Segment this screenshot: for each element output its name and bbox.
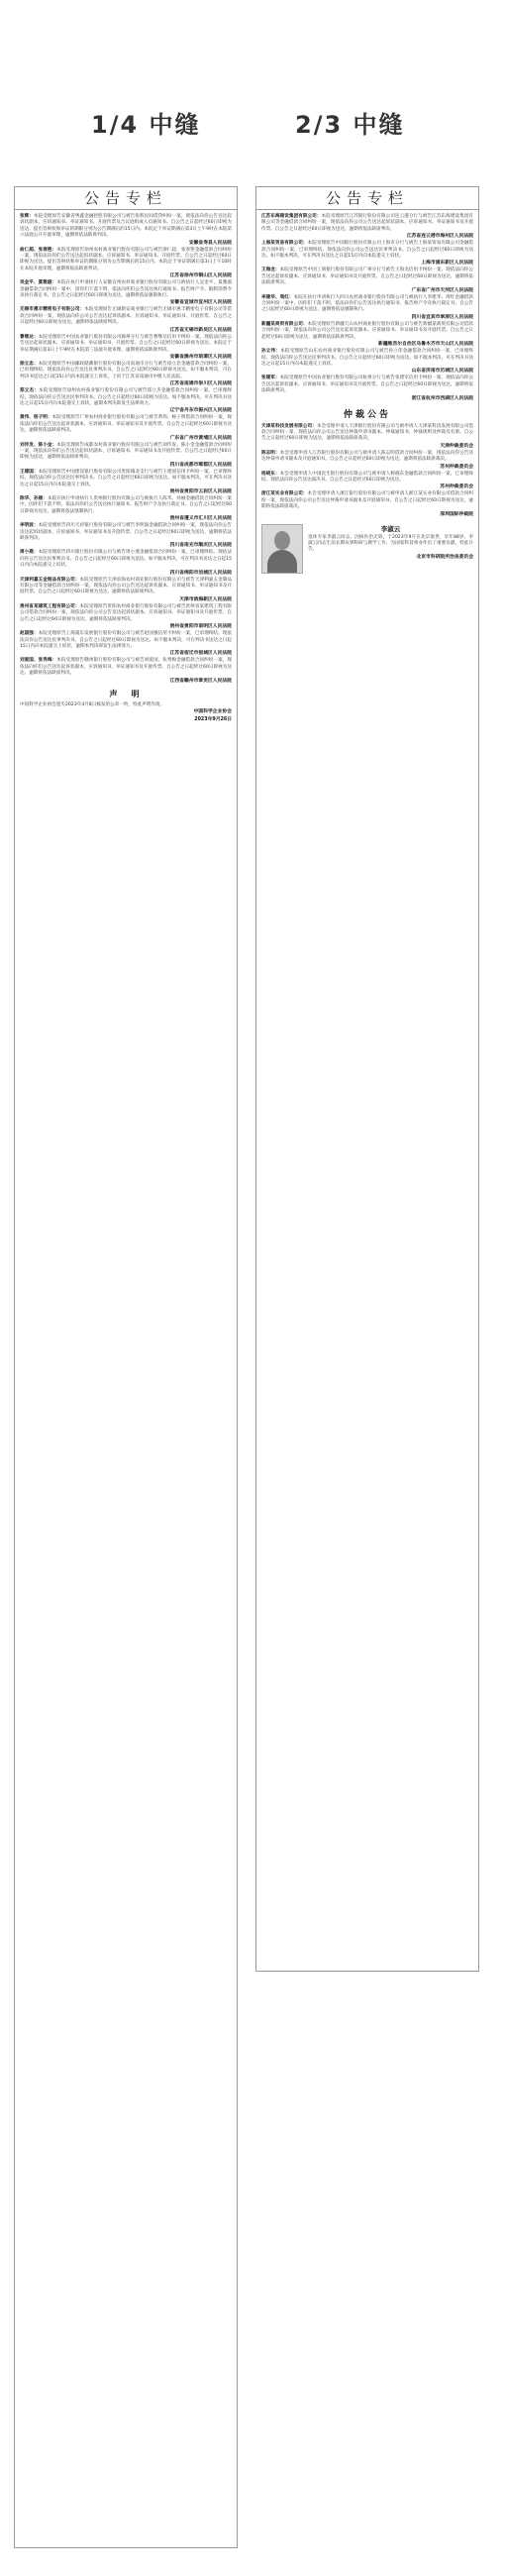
- notice-text: [261, 451, 473, 464]
- notice-text: [20, 604, 232, 623]
- notice-party: 孙立伟：: [261, 349, 281, 355]
- notice-issuer: 广东省广州市天河区人民法院: [411, 287, 473, 293]
- notice-issuer: 贵州省贵阳市云岩区人民法院: [169, 489, 232, 494]
- notice-body: 本院受理原告安徽省粤鑫金融控股有限公司与被告张辉民间借贷纠纷一案，现依法向你公告送达起诉状副本、应诉通知书、举证通知书、开庭传票及合议庭组成人员通知书。自公告之日起经过60日即视为送达。提出答辩状和举证的期限分别为公告期满后的15日内。本院定于举证期满后第3日上午9时在本院第六法庭公开开庭审理，逾期将依法缺席判决。: [20, 214, 232, 239]
- notice-text: [261, 472, 473, 484]
- notice-party: 刘传发、陈小金：: [20, 442, 57, 448]
- notice-party: 吴金平、夏雅淑：: [20, 280, 57, 286]
- notice-text: [20, 214, 232, 240]
- notice-body: 本院受理原告四川银行股份有限公司与被告周小燕金融借款合同纠纷一案，已审理终结。现依法向你公告送达民事判决书。自公告之日起经过60日即视为送达。如不服本判决，可在判决书送达之日起15日内向本院递交上诉状。: [20, 550, 232, 569]
- notice-text: [20, 388, 232, 407]
- notice-party: 俞仁超、张春艳：: [20, 247, 57, 253]
- portrait-shoulders: [267, 550, 297, 574]
- memorial-notice: [261, 524, 473, 574]
- notice-text: [261, 214, 473, 233]
- fold-label-quarter: 1/4 中缝: [91, 111, 201, 139]
- notice-text: [20, 443, 232, 462]
- notice-party: 杨晓东：: [261, 471, 280, 477]
- column-header: 公告专栏: [256, 187, 478, 210]
- notice-issuer: 四川省南充市顺庆区人民法院: [169, 543, 232, 549]
- notice-party: 贵州省某建筑工程有限公司：: [20, 603, 80, 609]
- notice-party: 周小燕：: [20, 550, 39, 556]
- notice-issuer: 天津仲裁委员会: [440, 443, 473, 449]
- notice-text: [20, 280, 232, 299]
- notice-party: 李明波：: [20, 523, 39, 529]
- notice-text: [261, 349, 473, 368]
- notice-issuer: 江苏省无锡市新吴区人民法院: [169, 327, 232, 333]
- notice-party: 曹继达：: [20, 334, 39, 340]
- notice-body: 本院受理原告中国邮政储蓄银行股份有限公司南通市分行与被告徐立忠金融借款合同纠纷一案，已审理终结。现依法向你公告送达民事判决书。自公告之日起经过60日即视为送达。如不服本判决，可在判决书送达之日起15日内向本院递交上诉状，上诉于江苏省南通市中级人民法院。: [20, 361, 232, 379]
- notice-issuer: 四川省成都市郫都区人民法院: [169, 462, 232, 468]
- notice-party: 张辉：: [20, 214, 34, 219]
- notice-body: 本会受理申请人中国民生银行股份有限公司与被申请人杨晓东金融借款合同纠纷一案，已审理终结。现依法向你公告送达裁决书。自公告之日起经过60日即视为送达。: [261, 471, 473, 483]
- portrait-photo: [261, 524, 303, 574]
- memorial-signature: 北京市科研院所治丧委员会: [416, 554, 473, 560]
- notice-issuer: 贵州省贵阳市南明区人民法院: [169, 624, 232, 630]
- notice-body: 本院受理原告中国银行股份有限公司上海市分行与被告上海某贸易有限公司金融借款合同纠纷一案，已审理终结。现依法向你公司公告送达民事判决书。自公告之日起经过60日即视为送达。如不服本判决，可在判决书送达之日起15日内向本院递交上诉状。: [261, 241, 473, 260]
- memorial-text: 退休专家李淑云同志，因病医治无效，于2023年9月在北京逝世，享年88岁。李淑云同志生前长期从事科研与教学工作，为国家科技事业作出了重要贡献。特此讣告。: [308, 534, 473, 553]
- notice-party: 王建国：: [20, 469, 39, 475]
- notice-issuer: 广东省广州市黄埔区人民法院: [169, 435, 232, 441]
- notice-body: 本院受理原告山东农村商业银行股份有限公司与被告孙立伟金融借款合同纠纷一案，已审理终结。现依法向你公告送达民事判决书。自公告之日起经过60日即视为送达。如不服本判决，可在判决书送达之日起15日内向本院递交上诉状。: [261, 349, 473, 367]
- notice-party: 郑立杰：: [20, 388, 40, 394]
- notice-issuer: 辽宁省丹东市振兴区人民法院: [169, 408, 232, 414]
- notice-text: [261, 491, 473, 510]
- notice-body: 本院受理原告新疆天山农村商业银行股份有限公司与被告新疆某商贸有限公司借款合同纠纷一案，现依法向你公司公告送达起诉状副本、应诉通知书、举证通知书及开庭传票。自公告之日起经过60日即视为送达，逾期将依法缺席判决。: [261, 321, 473, 340]
- notice-body: 本院受理原告中国建设银行股份有限公司贵阳城北支行与被告王建国信用卡纠纷一案，已审理终结。现依法向你公告送达民事判决书。自公告之日起经过60日即视为送达。如不服本判决，可在判决书送达之日起15日内向本院递交上诉状。: [20, 469, 232, 487]
- notice-body: 本院受理原告成都农村商业银行股份有限公司与被告刘传发、陈小金金融借款合同纠纷一案，现依法向你们公告送达起诉状副本、应诉通知书、举证通知书及开庭传票。自公告之日起经过60日即视为送达，逾期将依法缺席判决。: [20, 442, 232, 461]
- notice-issuer: 江苏省南通市崇川区人民法院: [169, 381, 232, 387]
- notice-column-left: [14, 186, 238, 2548]
- notice-body: 本会受理申请人天津银行股份有限公司与被申请人天津某科技发展有限公司借款合同纠纷一案，现依法向你公司公告送达仲裁申请书副本、仲裁通知书、仲裁规则及仲裁员名册。自公告之日起经过60日即视为送达，逾期将依法缺席裁决。: [261, 423, 473, 442]
- notice-text: [20, 550, 232, 569]
- notice-issuer: 江苏省连云港市海州区人民法院: [406, 234, 473, 240]
- notice-body: 本院在执行申请执行人安徽宣州农村商业银行股份有限公司与被执行人吴金平、夏雅淑金融借款合同纠纷一案中，因你们下落不明，依法向你们公告送达执行通知书、报告财产令、限制消费令及执行裁定书。自公告之日起经过60日即视为送达，逾期将依法强制执行。: [20, 280, 232, 299]
- notice-issuer: 江苏省宿迁市宿城区人民法院: [169, 651, 232, 657]
- notice-text: [20, 248, 232, 273]
- notice-party: 无锡市惠丰精密电子有限公司：: [20, 307, 85, 313]
- notice-body: 本院受理原告广州农村商业银行股份有限公司与被告黄伟、杨子明借款合同纠纷一案，现依法向你们公告送达起诉状副本、应诉通知书、举证通知书及开庭传票。自公告之日起经过60日即视为送达，逾期将依法缺席判决。: [20, 415, 232, 434]
- notice-party: 刘爱国、张秀梅：: [20, 658, 57, 664]
- notice-issuer: 山东省济南市历城区人民法院: [411, 369, 473, 375]
- notice-body: 本院受理原告天津滨海农村商业银行股份有限公司与被告天津利嘉五金制品有限公司等金融借款合同纠纷一案，现依法向你公司公告送达起诉状副本、应诉通知书、举证通知书及开庭传票。自公告之日起经过60日即视为送达，逾期将依法缺席判决。: [20, 577, 232, 595]
- notice-text: [261, 295, 473, 314]
- statement-date: 2023年9月26日: [194, 716, 232, 722]
- notice-issuer: 天津市滨海新区人民法院: [179, 596, 232, 602]
- notice-text: [20, 631, 232, 650]
- notice-body: 本院在执行申请执行人四川农村商业银行股份有限公司与被执行人李建华、周红金融借款合同纠纷一案中，因你们下落不明，依法向你们公告送达执行通知书、报告财产令及执行裁定书。自公告之日起经过60日即视为送达，逾期将依法强制执行。: [261, 294, 473, 313]
- notice-body: 本院受理原告徐州农村商业银行股份有限公司与被告郑立杰金融借款合同纠纷一案，已审理终结。现依法向你公告送达民事判决书。自公告之日起经过60日即视为送达。如不服本判决，可在判决书送达之日起15日内向本院递交上诉状，逾期本判决即发生法律效力。: [20, 388, 232, 406]
- notice-issuer: 新疆维吾尔自治区乌鲁木齐市天山区人民法院: [378, 342, 473, 348]
- notice-body: 本院受理原告四川天府银行股份有限公司与被告李明波金融借款合同纠纷一案，现依法向你公告送达起诉状副本、应诉通知书、举证通知书及开庭传票。自公告之日起经过60日即视为送达，逾期将依法缺席判决。: [20, 523, 232, 542]
- notice-text: [20, 335, 232, 354]
- notice-body: 本院受理原告贵阳农村商业银行股份有限公司与被告贵州省某建筑工程有限公司借款合同纠纷一案，现依法向你公司公告送达起诉状副本、应诉通知书、举证通知书及开庭传票。自公告之日起经过60日即视为送达，逾期将依法缺席判决。: [20, 603, 232, 622]
- notice-party: 李建华、周红：: [261, 294, 294, 300]
- notice-list: [15, 210, 237, 723]
- notice-issuer: 深圳国际仲裁院: [440, 511, 473, 517]
- notice-column-right: [255, 186, 479, 1972]
- notice-body: 本院受理原告中国工商银行股份有限公司广州分行与被告王海龙信用卡纠纷一案，现依法向你公告送达起诉状副本、应诉通知书、举证通知书及开庭传票。自公告之日起经过60日即视为送达，逾期将依法缺席判决。: [261, 268, 473, 286]
- notice-issuer: 安徽省寿县人民法院: [188, 240, 232, 246]
- section-title: 仲裁公告: [343, 409, 391, 420]
- notice-party: 上海某贸易有限公司：: [261, 241, 308, 247]
- memorial-title: 李淑云: [380, 524, 401, 533]
- notice-text: [20, 307, 232, 326]
- notice-text: [261, 268, 473, 286]
- notice-body: 本院受理原告中国农业银行股份有限公司滁州分行与被告曹继达信用卡纠纷一案，现依法向你公告送达起诉状副本、应诉通知书、举证通知书、开庭传票。自公告之日起经过60日即视为送达。本院定于举证期满后第3日上午9时在本院第三法庭开庭审理，逾期将依法缺席判决。: [20, 334, 232, 353]
- statement-text: 中国科学企业协会遗失2023年4月8日核发的公章一枚，特此声明作废。: [20, 701, 165, 707]
- notice-issuer: 苏州仲裁委员会: [440, 484, 473, 490]
- column-header: 公告专栏: [15, 187, 237, 210]
- notice-issuer: 苏州仲裁委员会: [440, 464, 473, 470]
- notice-text: [20, 658, 232, 677]
- notice-text: [261, 241, 473, 260]
- notice-party: 王海龙：: [261, 268, 280, 273]
- notice-issuer: 贵州省遵义市汇川区人民法院: [169, 516, 232, 522]
- notice-text: [261, 322, 473, 341]
- notice-list: [256, 210, 478, 574]
- notice-party: 浙江某实业有限公司：: [261, 491, 308, 497]
- notice-party: 天津某科技发展有限公司：: [261, 423, 317, 429]
- statement-title: 声 明: [109, 688, 143, 698]
- notice-party: 天津利嘉五金制品有限公司：: [20, 577, 80, 583]
- notice-party: 黄伟、杨子明：: [20, 415, 52, 421]
- notice-body: 本院受理原告徐州农村商业银行股份有限公司与被告俞仁超、张春艳金融借款合同纠纷一案，现依法向你们公告送达起诉状副本、应诉通知书、举证通知书、开庭传票。自公告之日起经过60日即视为送达。提出答辩状和举证的期限分别为公告期满后的15日内。本院定于举证期满后第3日上午10时在本院开庭审理，逾期将依法缺席判决。: [20, 247, 232, 271]
- notice-issuer: 四川省宜宾市翠屏区人民法院: [411, 314, 473, 320]
- notice-issuer: 浙江省杭州市西湖区人民法院: [411, 395, 473, 401]
- notice-issuer: 安徽省滁州市琅琊区人民法院: [169, 354, 232, 360]
- notice-party: 江苏东海建设集团有限公司：: [261, 214, 322, 219]
- notice-body: 本院受理原告无锡新安商业银行与被告无锡市惠丰精密电子有限公司等借款合同纠纷一案，现依法向你公司公告送达起诉状副本、应诉通知书、举证通知书、开庭传票。自公告之日起经过60日即视为送达，逾期将依法缺席判决。: [20, 307, 232, 326]
- notice-body: 本院受理原告赣州银行股份有限公司与被告刘爱国、张秀梅金融借款合同纠纷一案，现依法向你们公告送达起诉状副本、应诉通知书、举证通知书及开庭传票。自公告之日起经过60日即视为送达，逾期将依法缺席判决。: [20, 658, 232, 677]
- notice-issuer: 四川省绵阳市涪城区人民法院: [169, 570, 232, 576]
- notice-text: [20, 415, 232, 434]
- notice-issuer: 江西省赣州市章贡区人民法院: [169, 678, 232, 684]
- notice-body: 本院在执行申请执行人贵州银行股份有限公司与被执行人陈华、孙丽金融借款合同纠纷一案中，因你们下落不明，依法向你们公告送达执行通知书、报告财产令及执行裁定书。自公告之日起经过60日即视为送达，逾期将依法强制执行。: [20, 496, 232, 514]
- notice-issuer: 安徽省宣城市宣州区人民法院: [169, 300, 232, 306]
- fold-label-two-thirds: 2/3 中缝: [295, 111, 405, 139]
- notice-party: 徐立忠：: [20, 361, 39, 367]
- notice-party: 张建军：: [261, 376, 280, 381]
- notice-body: 本会受理申请人江苏银行股份有限公司与被申请人陈志明借款合同纠纷一案，现依法向你公告送达仲裁申请书副本及开庭通知书。自公告之日起经过60日即视为送达，逾期将依法缺席裁决。: [261, 450, 473, 463]
- notice-text: [20, 362, 232, 380]
- notice-issuer: 江苏省徐州市铜山区人民法院: [169, 273, 232, 279]
- notice-body: 本会受理申请人浙江银行股份有限公司与被申请人浙江某实业有限公司借款合同纠纷一案，现依法向你公司公告送达仲裁申请书副本及开庭通知书。自公告之日起经过60日即视为送达，逾期将依法缺席裁决。: [261, 491, 473, 510]
- notice-party: 陈志明：: [261, 450, 280, 456]
- notice-party: 新疆某商贸有限公司：: [261, 321, 308, 327]
- notice-party: 赵国强：: [20, 631, 39, 637]
- notice-text: [20, 470, 232, 488]
- notice-text: [20, 578, 232, 596]
- notice-body: 本院受理原告江苏银行股份有限公司连云港分行与被告江苏东海建设集团有限公司等金融借款合同纠纷一案，现依法向你公司公告送达起诉状副本、应诉通知书、举证通知书及开庭传票。自公告之日起经过60日即视为送达，逾期将依法缺席判决。: [261, 214, 473, 232]
- notice-text: [261, 376, 473, 394]
- memorial-content: [308, 524, 473, 574]
- notice-body: 本院受理原告上海浦东发展银行股份有限公司与被告赵国强信用卡纠纷一案，已审理终结。现依法向你公告送达民事判决书。自公告之日起经过60日即视为送达。如不服本判决，可在判决书送达之日起15日内向本院递交上诉状，逾期本判决即发生法律效力。: [20, 631, 232, 649]
- notice-text: [20, 496, 232, 515]
- notice-party: 陈华、孙丽：: [20, 496, 48, 501]
- notice-text: [261, 424, 473, 443]
- statement-signature: 中国科学企业协会: [193, 708, 232, 714]
- notice-body: 本院受理原告中国农业银行股份有限公司杭州分行与被告张建军信用卡纠纷一案，现依法向你公告送达起诉状副本、应诉通知书、举证通知书及开庭传票。自公告之日起经过60日即视为送达，逾期将依法缺席判决。: [261, 376, 473, 394]
- portrait-head: [274, 531, 290, 550]
- notice-text: [20, 523, 232, 542]
- notice-issuer: 上海市浦东新区人民法院: [421, 261, 473, 267]
